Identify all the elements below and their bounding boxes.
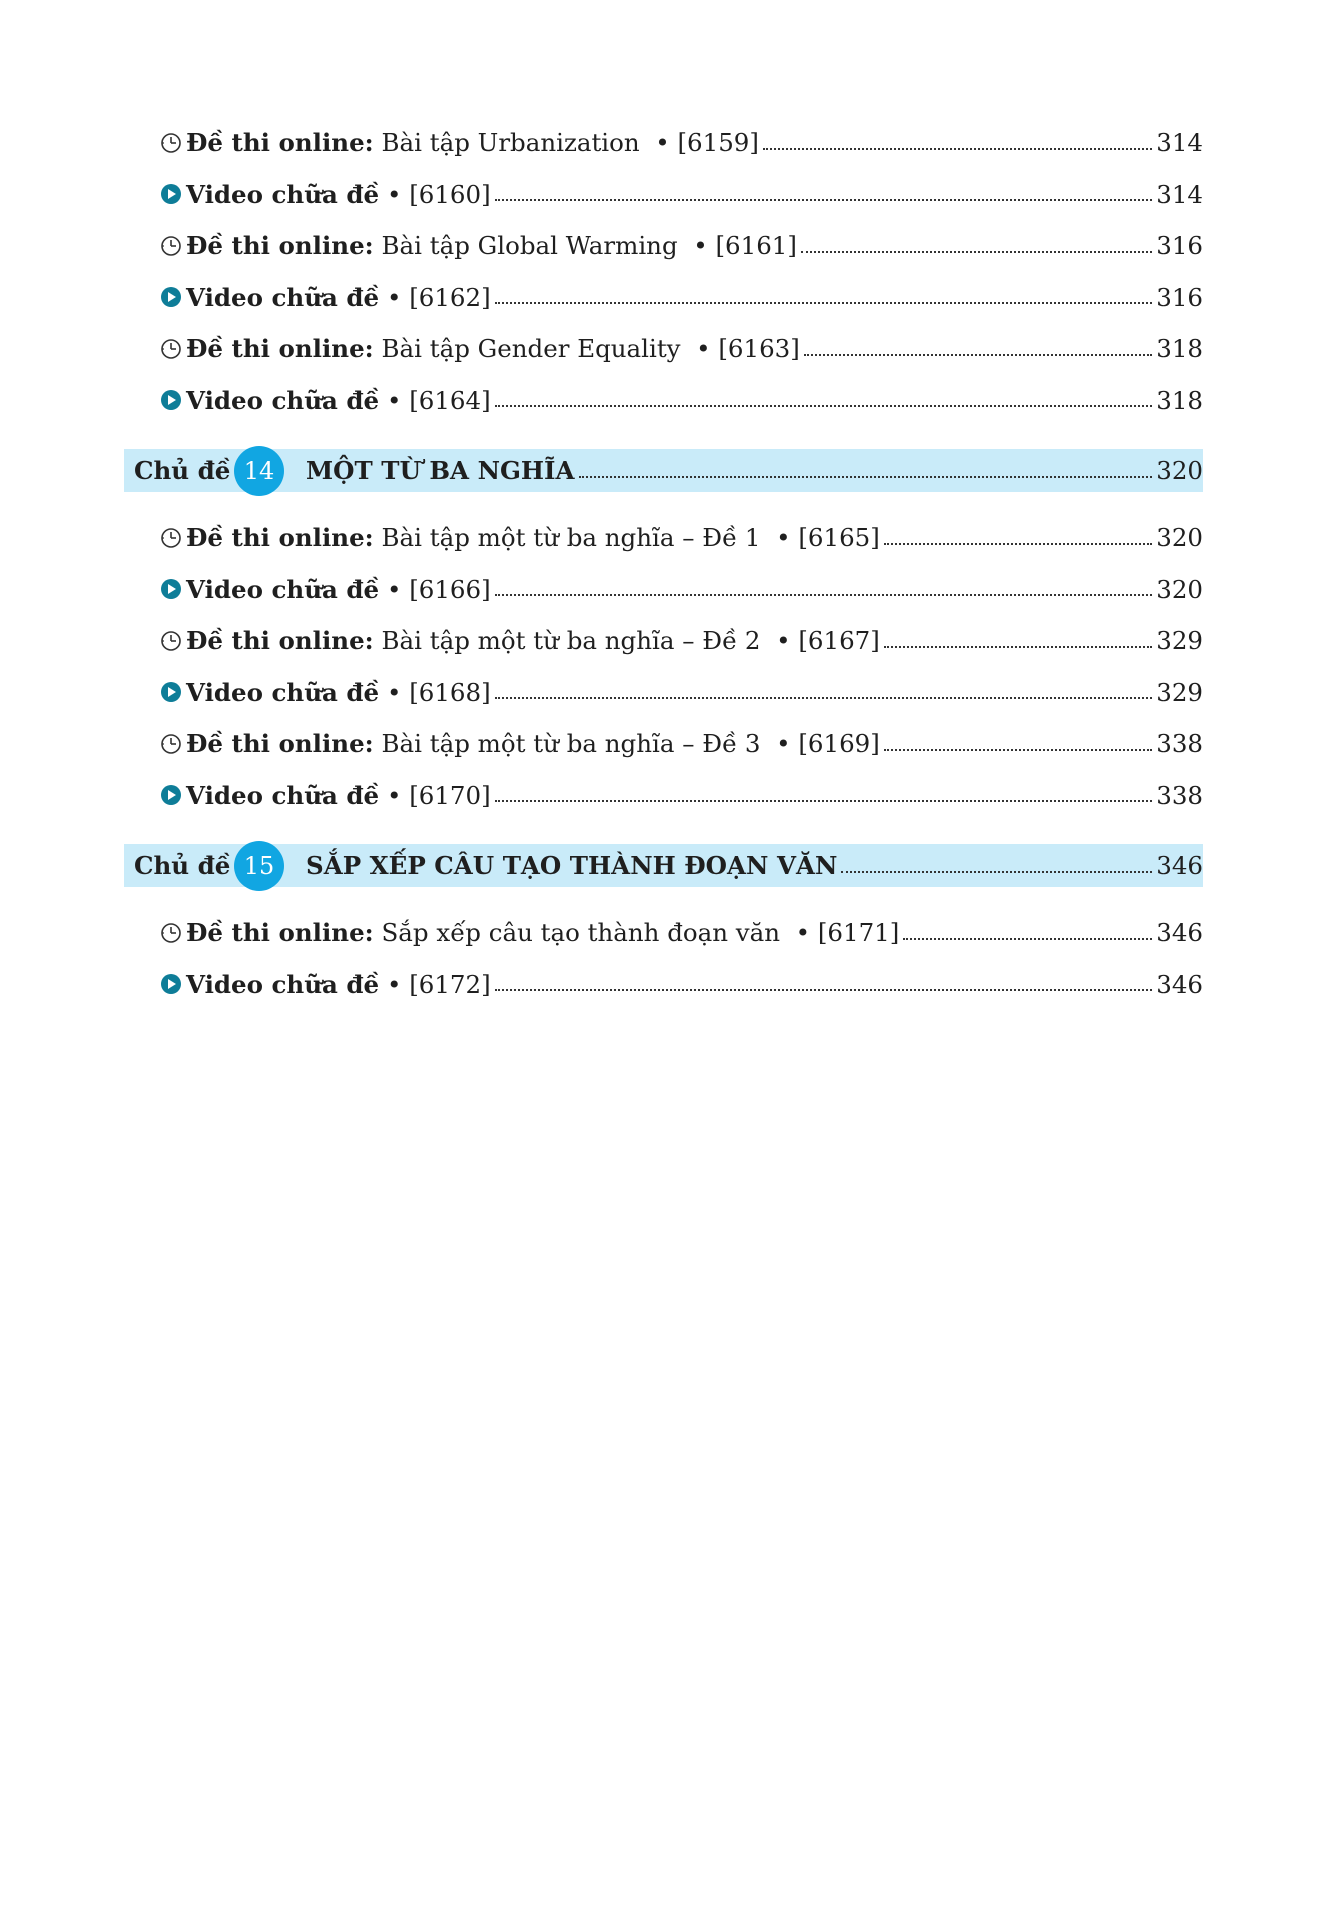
toc-entry-video[interactable]	[124, 770, 1203, 822]
entry-code: • [6167]	[776, 626, 880, 656]
entry-title: Bài tập một từ ba nghĩa – Đề 2	[381, 626, 761, 656]
entry-title: Bài tập Gender Equality	[381, 334, 681, 364]
entry-lead: Đề thi online:	[186, 128, 374, 158]
page-number: 318	[1156, 334, 1203, 364]
dot-leader	[495, 800, 1153, 802]
dot-leader	[495, 594, 1153, 596]
dot-leader	[841, 871, 1152, 873]
chapter-label: Chủ đề	[134, 851, 231, 880]
entry-lead: Video chữa đề	[186, 385, 380, 415]
page-number: 320	[1156, 523, 1203, 553]
toc-entry-exam[interactable]	[124, 323, 1203, 375]
entry-lead: Video chữa đề	[186, 677, 380, 707]
entry-code: • [6169]	[776, 729, 880, 759]
entry-lead: Đề thi online:	[186, 918, 374, 948]
page-number: 346	[1156, 969, 1203, 999]
entry-code: • [6166]	[386, 574, 491, 604]
dot-leader	[903, 938, 1152, 940]
clock-icon	[160, 733, 182, 755]
entry-code: • [6161]	[693, 231, 797, 261]
toc-group	[124, 117, 1203, 426]
entry-title: Bài tập một từ ba nghĩa – Đề 1	[381, 523, 761, 553]
toc-entry-video[interactable]	[124, 375, 1203, 427]
entry-lead: Video chữa đề	[186, 574, 380, 604]
dot-leader	[495, 199, 1153, 201]
entry-code: • [6159]	[655, 128, 759, 158]
play-icon	[160, 681, 182, 703]
dot-leader	[495, 697, 1153, 699]
entry-code: • [6164]	[386, 385, 491, 415]
toc-group	[124, 512, 1203, 821]
clock-icon	[160, 922, 182, 944]
play-icon	[160, 973, 182, 995]
toc-entry-video[interactable]	[124, 169, 1203, 221]
dot-leader	[804, 354, 1152, 356]
toc-group	[124, 907, 1203, 1010]
play-icon	[160, 389, 182, 411]
toc-entry-exam[interactable]	[124, 718, 1203, 770]
toc-entry-exam[interactable]	[124, 220, 1203, 272]
entry-lead: Video chữa đề	[186, 282, 380, 312]
entry-code: • [6162]	[386, 282, 491, 312]
toc-entry-video[interactable]	[124, 959, 1203, 1011]
entry-title: Bài tập Urbanization	[381, 128, 640, 158]
page-number: 329	[1156, 626, 1203, 656]
dot-leader	[495, 405, 1153, 407]
toc-entry-exam[interactable]	[124, 615, 1203, 667]
page-number: 338	[1156, 780, 1203, 810]
dot-leader	[801, 251, 1152, 253]
chapter-label: Chủ đề	[134, 456, 231, 485]
chapter-heading-14[interactable]	[124, 449, 1203, 492]
page-number: 314	[1156, 179, 1203, 209]
page-number: 338	[1156, 729, 1203, 759]
play-icon	[160, 183, 182, 205]
page-number: 316	[1156, 282, 1203, 312]
clock-icon	[160, 235, 182, 257]
page-number: 320	[1156, 456, 1203, 485]
chapter-heading-15[interactable]	[124, 844, 1203, 887]
clock-icon	[160, 630, 182, 652]
entry-title: Bài tập một từ ba nghĩa – Đề 3	[381, 729, 761, 759]
entry-lead: Đề thi online:	[186, 729, 374, 759]
toc-entry-video[interactable]	[124, 272, 1203, 324]
clock-icon	[160, 132, 182, 154]
play-icon	[160, 784, 182, 806]
entry-lead: Video chữa đề	[186, 780, 380, 810]
entry-code: • [6170]	[386, 780, 491, 810]
toc-entry-video[interactable]	[124, 564, 1203, 616]
dot-leader	[884, 646, 1152, 648]
entry-code: • [6168]	[386, 677, 491, 707]
page-number: 346	[1156, 851, 1203, 880]
dot-leader	[579, 476, 1153, 478]
chapter-number-badge: 14	[234, 446, 284, 496]
dot-leader	[495, 302, 1153, 304]
entry-code: • [6163]	[696, 334, 800, 364]
dot-leader	[763, 148, 1152, 150]
entry-lead: Video chữa đề	[186, 179, 380, 209]
toc-entry-exam[interactable]	[124, 117, 1203, 169]
entry-lead: Đề thi online:	[186, 523, 374, 553]
entry-code: • [6171]	[795, 918, 900, 948]
chapter-title: MỘT TỪ BA NGHĨA	[306, 456, 575, 485]
clock-icon	[160, 527, 182, 549]
entry-lead: Đề thi online:	[186, 334, 374, 364]
toc-entry-video[interactable]	[124, 667, 1203, 719]
toc-entry-exam[interactable]	[124, 907, 1203, 959]
chapter-title: SẮP XẾP CÂU TẠO THÀNH ĐOẠN VĂN	[306, 851, 838, 880]
dot-leader	[495, 989, 1153, 991]
page-number: 316	[1156, 231, 1203, 261]
entry-lead: Đề thi online:	[186, 231, 374, 261]
toc-entry-exam[interactable]	[124, 512, 1203, 564]
entry-lead: Video chữa đề	[186, 969, 380, 999]
page-number: 329	[1156, 677, 1203, 707]
entry-code: • [6165]	[776, 523, 880, 553]
entry-code: • [6172]	[386, 969, 491, 999]
play-icon	[160, 286, 182, 308]
entry-lead: Đề thi online:	[186, 626, 374, 656]
page-number: 346	[1156, 918, 1203, 948]
play-icon	[160, 578, 182, 600]
entry-code: • [6160]	[386, 179, 491, 209]
entry-title: Bài tập Global Warming	[381, 231, 678, 261]
table-of-contents	[124, 117, 1203, 1010]
page-number: 318	[1156, 385, 1203, 415]
page-number: 320	[1156, 574, 1203, 604]
chapter-number-badge: 15	[234, 841, 284, 891]
page-number: 314	[1156, 128, 1203, 158]
clock-icon	[160, 338, 182, 360]
dot-leader	[884, 543, 1152, 545]
entry-title: Sắp xếp câu tạo thành đoạn văn	[381, 918, 781, 948]
dot-leader	[884, 749, 1152, 751]
